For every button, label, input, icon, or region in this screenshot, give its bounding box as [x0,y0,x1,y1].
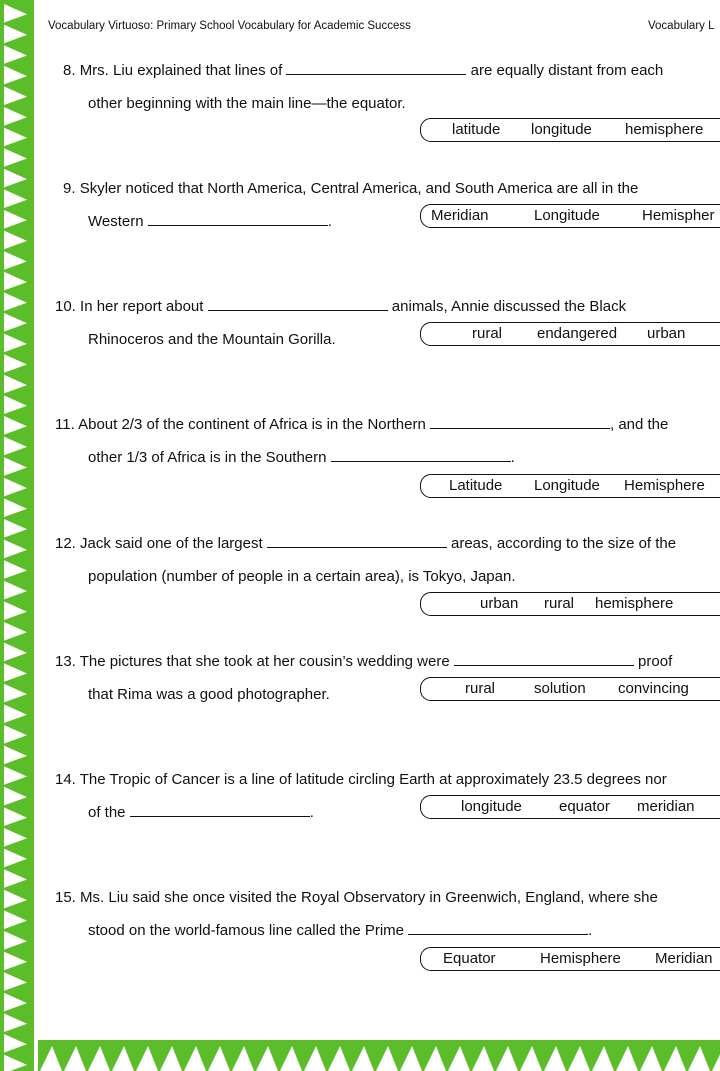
question-number: 14. [55,771,76,788]
question-text: stood on the world-famous line called the Prime [88,922,404,939]
choice-word[interactable]: urban [647,325,686,342]
question-text: , and the [609,416,669,433]
choice-word[interactable]: longitude [461,798,522,815]
question-number: 15. [55,889,76,906]
question-line-2 [88,449,515,466]
question-number: 9. [63,180,76,197]
answer-blank[interactable] [130,804,310,817]
choice-word[interactable]: Meridian [431,207,489,224]
question-line-2 [88,213,332,230]
question-number: 8. [63,62,76,79]
choice-word[interactable]: rural [544,595,575,612]
question-line-1 [55,298,626,315]
choice-word[interactable]: rural [465,680,496,697]
choice-word[interactable]: convincing [618,680,689,697]
question-text: animals, Annie discussed the Black [391,298,627,315]
question-text: of the [88,804,126,821]
answer-blank[interactable] [286,62,466,75]
choice-word[interactable]: endangered [537,325,618,342]
question-line-2: that Rima was a good photographer. [88,686,330,703]
question-text: are equally distant from each [470,62,664,79]
question-line-1 [63,62,663,79]
question-text: In her report about [80,298,204,315]
choice-word[interactable]: longitude [531,121,592,138]
question-text: Mrs. Liu explained that lines of [79,62,283,79]
question-text: Skyler noticed that North America, Central America, and South America are all in the [79,180,639,197]
decorative-triangle-border-left [0,0,34,1071]
choice-word[interactable]: rural [472,325,503,342]
answer-blank[interactable] [331,449,511,462]
answer-blank[interactable] [208,298,388,311]
choice-word[interactable]: Equator [443,950,496,967]
word-choices-box [420,118,720,142]
choice-word[interactable]: Hemisphere [540,950,621,967]
question-text: About 2/3 of the continent of Africa is in the Northern [78,416,426,433]
question-text: areas, according to the size of the [450,535,677,552]
question-text: . [588,922,593,939]
question-text: Jack said one of the largest [80,535,263,552]
question-text: proof [638,653,673,670]
word-choices-box [420,592,720,616]
choice-word[interactable]: equator [559,798,610,815]
choice-word[interactable]: latitude [452,121,501,138]
question-line-1 [63,180,638,197]
question-number: 13. [55,653,76,670]
question-text: other 1/3 of Africa is in the Southern [88,449,327,466]
question-text: . [327,213,332,230]
question-line-1 [55,416,668,433]
word-choices-box [420,204,720,228]
word-choices-box [420,947,720,971]
question-text: Western [88,213,144,230]
word-choices-box [420,677,720,701]
choice-word[interactable]: Longitude [534,477,600,494]
question-text: The Tropic of Cancer is a line of latitude circling Earth at approximately 23.5 degrees nor [79,771,667,788]
choice-word[interactable]: Latitude [449,477,503,494]
answer-blank[interactable] [267,535,447,548]
choice-word[interactable]: Hemisphere [624,477,705,494]
word-choices-box [420,322,720,346]
decorative-triangle-border-bottom [0,1040,720,1071]
header-right-title: Vocabulary L [648,20,715,32]
question-line-1 [55,653,672,670]
question-number: 11. [55,416,75,433]
question-text: The pictures that she took at her cousin’s wedding were [79,653,450,670]
question-line-2 [88,922,592,939]
question-line-1 [55,889,658,906]
choice-word[interactable]: solution [534,680,586,697]
answer-blank[interactable] [148,213,328,226]
question-line-1 [55,771,667,788]
answer-blank[interactable] [408,922,588,935]
choice-word[interactable]: Meridian [655,950,713,967]
header-title: Vocabulary Virtuoso: Primary School Vocabulary for Academic Success [48,20,411,32]
choice-word[interactable]: hemisphere [625,121,704,138]
word-choices-box [420,795,720,819]
answer-blank[interactable] [454,653,634,666]
question-number: 10. [55,298,76,315]
question-line-2: Rhinoceros and the Mountain Gorilla. [88,331,336,348]
choice-word[interactable]: Hemispher [642,207,715,224]
question-number: 12. [55,535,76,552]
question-line-2: other beginning with the main line—the equator. [88,95,406,112]
question-text: . [309,804,314,821]
question-text: Ms. Liu said she once visited the Royal Observatory in Greenwich, England, where she [80,889,658,906]
choice-word[interactable]: Longitude [534,207,600,224]
choice-word[interactable]: meridian [637,798,695,815]
answer-blank[interactable] [430,416,610,429]
question-line-1 [55,535,676,552]
question-line-2 [88,804,314,821]
choice-word[interactable]: urban [480,595,519,612]
question-text: . [510,449,515,466]
choice-word[interactable]: hemisphere [595,595,674,612]
word-choices-box [420,474,720,498]
question-line-2: population (number of people in a certain area), is Tokyo, Japan. [88,568,516,585]
